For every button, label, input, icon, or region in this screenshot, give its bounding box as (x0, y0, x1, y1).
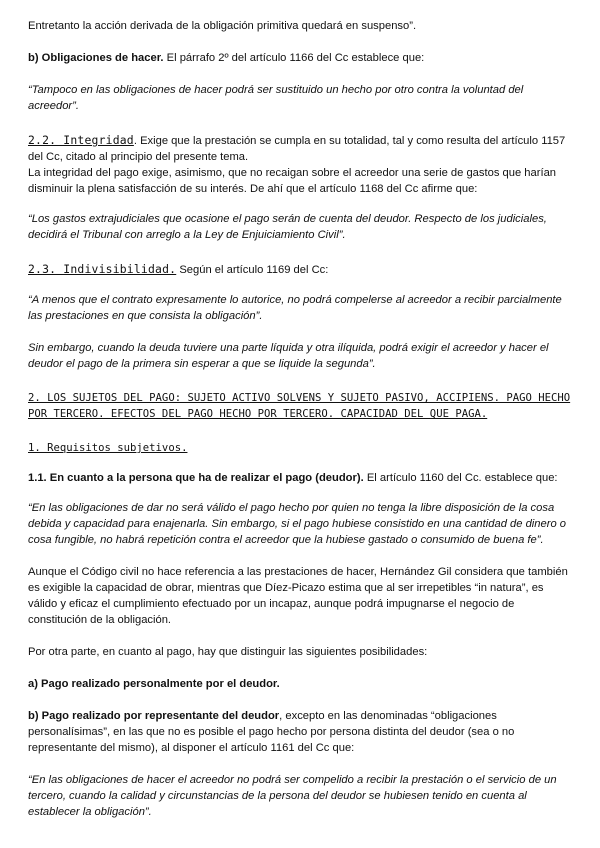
paragraph-text: El párrafo 2º del artículo 1166 del Cc establece que: (163, 52, 425, 64)
paragraph-capacidad-obrar: Aunque el Código civil no hace referencia a las prestaciones de hacer, Hernández Gil considera que también es exigible la capacidad de obrar, mientras que Díez-Picazo estima que al ser irrepetibles “in natura”, es válido y eficaz el cumplimiento efectuado por un incapaz, aunque podrá impugnarse el negocio de constitución de la obligación. (28, 566, 568, 626)
paragraph-text: . Exige que la prestación se cumpla en su totalidad, tal y como resulta del artículo 1157 del Cc, citado al principio del presente tema. (28, 135, 566, 163)
quote-article-1160: “En las obligaciones de dar no será válido el pago hecho por quien no tenga la libre disposición de la cosa debida y capacidad para enajenarla. Sin embargo, si el pago hubiese consistido en una cantidad de dinero o cosa fungible, no habrá repetición contra el acreedor que la hubiese gastado o consumido de buena fe”. (28, 502, 566, 546)
quote-article-1169: “A menos que el contrato expresamente lo autorice, no podrá compelerse al acreedor a recibir parcialmente las prestaciones en que consista la obligación”. (28, 294, 562, 322)
paragraph-indivisibilidad (28, 261, 574, 278)
quote-article-1166: “Tampoco en las obligaciones de hacer podrá ser sustituido un hecho por otro contra la voluntad del acreedor”. (28, 84, 524, 112)
paragraph-pago-representante (28, 708, 574, 756)
paragraph-text: , excepto en las denominadas “obligaciones personalísimas”, en las que no es posible el pago hecho por persona distinta del deudor (sea o no representante del mismo), al disponer el artículo 1161 del Cc que: (28, 710, 515, 754)
subheading-obligaciones-hacer: b) Obligaciones de hacer. (28, 52, 164, 64)
quote-article-1161: “En las obligaciones de hacer el acreedor no podrá ser compelido a recibir la prestación o el servicio de un tercero, cuando la calidad y circunstancias de la persona del deudor se hubiesen tenido en cuenta al establecer la obligación”. (28, 774, 557, 818)
paragraph-obligaciones-hacer (28, 50, 574, 66)
section-heading-sujetos-pago: 2. LOS SUJETOS DEL PAGO: SUJETO ACTIVO SOLVENS Y SUJETO PASIVO, ACCIPIENS. PAGO HECHO POR TERCERO. EFECTOS DEL PAGO HECHO POR TERCERO. CAPACIDAD DEL QUE PAGA. (28, 392, 571, 420)
paragraph-integridad-gastos: La integridad del pago exige, asimismo, que no recaigan sobre el acreedor una serie de gastos que harían disminuir la plena satisfacción de su interés. De ahí que el artículo 1168 del Cc afirme que: (28, 167, 557, 195)
heading-integridad: 2.2. Integridad (28, 133, 134, 147)
paragraph-text: El artículo 1160 del Cc. establece que: (363, 472, 558, 484)
subheading-pago-personal: a) Pago realizado personalmente por el deudor. (28, 678, 280, 690)
paragraph-integridad (28, 132, 574, 165)
heading-indivisibilidad: 2.3. Indivisibilidad. (28, 262, 177, 276)
paragraph-posibilidades: Por otra parte, en cuanto al pago, hay que distinguir las siguientes posibilidades: (28, 646, 428, 658)
subheading-persona-pago: 1.1. En cuanto a la persona que ha de realizar el pago (deudor). (28, 472, 364, 484)
paragraph-persona-pago (28, 470, 574, 486)
subheading-pago-representante: b) Pago realizado por representante del deudor (28, 710, 280, 722)
paragraph-text: Según el artículo 1169 del Cc: (176, 264, 329, 276)
heading-requisitos-subjetivos: 1. Requisitos subjetivos. (28, 442, 188, 454)
quote-article-1168: “Los gastos extrajudiciales que ocasione el pago serán de cuenta del deudor. Respecto de los judiciales, decidirá el Tribunal con arreglo a la Ley de Enjuiciamiento Civil”. (28, 213, 547, 241)
document-page (28, 18, 574, 820)
paragraph-suspension: Entretanto la acción derivada de la obligación primitiva quedará en suspenso”. (28, 20, 417, 32)
quote-deuda-liquida: Sin embargo, cuando la deuda tuviere una parte líquida y otra ilíquida, podrá exigir el acreedor y hacer el deudor el pago de la primera sin esperar a que se liquide la segunda”. (28, 342, 549, 370)
